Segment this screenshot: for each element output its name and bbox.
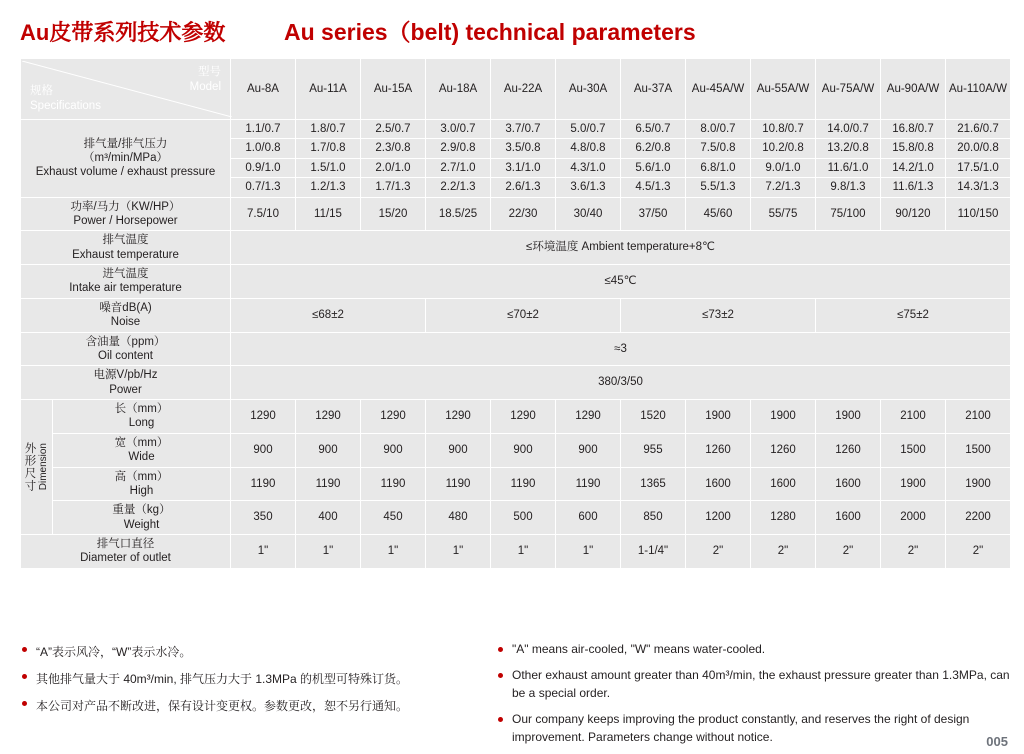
footnote-en-1: "A" means air-cooled, "W" means water-cooled.: [498, 640, 1010, 659]
cell-weight-9: 1600: [816, 501, 881, 535]
cell-wide-4: 900: [491, 433, 556, 467]
row-label-dimension-weight-en: Weight: [123, 518, 160, 531]
cell-long-11: 2100: [946, 400, 1011, 434]
corner-model-cn: 型号: [198, 66, 221, 78]
row-label-dimension-high: [53, 467, 231, 501]
row-label-noise-cn: 噪音dB(A): [99, 301, 152, 314]
cell-high-4: 1190: [491, 467, 556, 501]
corner-spec-en: Specifications: [30, 100, 101, 113]
cell-exhaust-1-9: 13.2/0.8: [816, 139, 881, 158]
cell-exhaust-3-11: 14.3/1.3: [946, 178, 1011, 197]
model-header-4: Au-22A: [491, 59, 556, 120]
model-header-5: Au-30A: [556, 59, 621, 120]
table-row-intake-temperature: [21, 265, 1011, 299]
model-header-11: Au-110A/W: [946, 59, 1011, 120]
cell-weight-6: 850: [621, 501, 686, 535]
table-row-dimension-high: [21, 467, 1011, 501]
cell-exhaust-1-6: 6.2/0.8: [621, 139, 686, 158]
row-label-power-horsepower-en: Power / Horsepower: [73, 214, 178, 227]
row-label-exhaust-en: Exhaust volume / exhaust pressure: [35, 166, 216, 179]
cell-exhaust-3-5: 3.6/1.3: [556, 178, 621, 197]
row-label-power-horsepower: [21, 197, 231, 231]
cell-weight-0: 350: [231, 501, 296, 535]
row-label-dimension-en: Dimension: [38, 443, 50, 491]
cell-intake-temperature-value: ≤45℃: [231, 265, 1011, 299]
cell-wide-11: 1500: [946, 433, 1011, 467]
cell-exhaust-2-1: 1.5/1.0: [296, 158, 361, 177]
row-label-power-horsepower-cn: 功率/马力（KW/HP）: [70, 200, 181, 213]
cell-power-10: 90/120: [881, 197, 946, 231]
cell-noise-3: ≤75±2: [816, 298, 1011, 332]
row-label-outlet-diameter-en: Diameter of outlet: [80, 552, 171, 565]
cell-outlet-10: 2": [881, 535, 946, 569]
cell-high-10: 1900: [881, 467, 946, 501]
row-label-power-supply: [21, 366, 231, 400]
cell-power-11: 110/150: [946, 197, 1011, 231]
cell-high-8: 1600: [751, 467, 816, 501]
footnote-en-3: Our company keeps improving the product constantly, and reserves the right of design improvement. Parameters change without notice.: [498, 710, 1010, 747]
cell-exhaust-1-0: 1.0/0.8: [231, 139, 296, 158]
cell-exhaust-2-2: 2.0/1.0: [361, 158, 426, 177]
cell-long-8: 1900: [751, 400, 816, 434]
cell-weight-10: 2000: [881, 501, 946, 535]
row-label-dimension-long: [53, 400, 231, 434]
cell-exhaust-0-9: 14.0/0.7: [816, 120, 881, 139]
cell-high-6: 1365: [621, 467, 686, 501]
page-title-cn: Au皮带系列技术参数: [20, 20, 226, 45]
footnote-cn-1: “A”表示风冷，“W”表示水冷。: [22, 640, 462, 665]
row-label-noise-en: Noise: [110, 316, 141, 329]
cell-exhaust-2-11: 17.5/1.0: [946, 158, 1011, 177]
cell-wide-6: 955: [621, 433, 686, 467]
cell-exhaust-0-11: 21.6/0.7: [946, 120, 1011, 139]
row-label-dimension-long-en: Long: [128, 417, 155, 430]
cell-exhaust-0-4: 3.7/0.7: [491, 120, 556, 139]
table-row-dimension-long: [21, 400, 1011, 434]
cell-outlet-3: 1": [426, 535, 491, 569]
cell-oil-content-value: ≈3: [231, 332, 1011, 366]
page-title-en: Au series（belt) technical parameters: [284, 19, 696, 45]
row-label-power-supply-cn: 电源V/pb/Hz: [93, 369, 158, 382]
cell-wide-7: 1260: [686, 433, 751, 467]
cell-power-2: 15/20: [361, 197, 426, 231]
model-header-2: Au-15A: [361, 59, 426, 120]
cell-exhaust-3-6: 4.5/1.3: [621, 178, 686, 197]
cell-exhaust-1-8: 10.2/0.8: [751, 139, 816, 158]
table-row-exhaust-1: [21, 120, 1011, 139]
row-label-exhaust-temperature-en: Exhaust temperature: [72, 248, 179, 261]
cell-long-6: 1520: [621, 400, 686, 434]
page-number: 005: [986, 734, 1008, 749]
cell-exhaust-3-10: 11.6/1.3: [881, 178, 946, 197]
cell-exhaust-0-6: 6.5/0.7: [621, 120, 686, 139]
footnotes-en: [498, 640, 1010, 754]
cell-exhaust-2-8: 9.0/1.0: [751, 158, 816, 177]
row-label-oil-content-cn: 含油量（ppm）: [85, 335, 166, 348]
cell-exhaust-0-7: 8.0/0.7: [686, 120, 751, 139]
cell-wide-0: 900: [231, 433, 296, 467]
cell-exhaust-1-4: 3.5/0.8: [491, 139, 556, 158]
cell-long-3: 1290: [426, 400, 491, 434]
row-label-dimension-wide-cn: 宽（mm）: [114, 436, 169, 449]
cell-exhaust-2-4: 3.1/1.0: [491, 158, 556, 177]
table-row-dimension-wide: [21, 433, 1011, 467]
cell-exhaust-2-9: 11.6/1.0: [816, 158, 881, 177]
cell-long-9: 1900: [816, 400, 881, 434]
cell-exhaust-0-10: 16.8/0.7: [881, 120, 946, 139]
cell-noise-2: ≤73±2: [621, 298, 816, 332]
row-label-oil-content: [21, 332, 231, 366]
cell-exhaust-2-0: 0.9/1.0: [231, 158, 296, 177]
cell-exhaust-0-2: 2.5/0.7: [361, 120, 426, 139]
row-label-exhaust-temperature-cn: 排气温度: [102, 234, 149, 247]
table-row-outlet-diameter: [21, 535, 1011, 569]
cell-outlet-9: 2": [816, 535, 881, 569]
cell-outlet-7: 2": [686, 535, 751, 569]
footnotes-cn: [22, 640, 462, 722]
row-label-dimension: [21, 400, 53, 535]
row-label-dimension-weight: [53, 501, 231, 535]
cell-weight-8: 1280: [751, 501, 816, 535]
cell-exhaust-3-9: 9.8/1.3: [816, 178, 881, 197]
cell-exhaust-2-7: 6.8/1.0: [686, 158, 751, 177]
cell-outlet-5: 1": [556, 535, 621, 569]
cell-high-2: 1190: [361, 467, 426, 501]
row-label-outlet-diameter: [21, 535, 231, 569]
cell-exhaust-1-1: 1.7/0.8: [296, 139, 361, 158]
table-header-row: [21, 59, 1011, 120]
cell-weight-5: 600: [556, 501, 621, 535]
cell-high-7: 1600: [686, 467, 751, 501]
footnote-en-2: Other exhaust amount greater than 40m³/min, the exhaust pressure greater than 1.3MPa, can be a special order.: [498, 666, 1010, 703]
cell-exhaust-0-1: 1.8/0.7: [296, 120, 361, 139]
cell-exhaust-1-11: 20.0/0.8: [946, 139, 1011, 158]
model-header-6: Au-37A: [621, 59, 686, 120]
cell-exhaust-0-0: 1.1/0.7: [231, 120, 296, 139]
cell-long-0: 1290: [231, 400, 296, 434]
cell-exhaust-3-8: 7.2/1.3: [751, 178, 816, 197]
cell-wide-9: 1260: [816, 433, 881, 467]
footnote-cn-2: 其他排气量大于 40m³/min, 排气压力大于 1.3MPa 的机型可特殊订货。: [22, 667, 462, 692]
row-label-dimension-wide: [53, 433, 231, 467]
cell-wide-10: 1500: [881, 433, 946, 467]
row-label-dimension-high-en: High: [129, 484, 154, 497]
cell-outlet-2: 1": [361, 535, 426, 569]
row-label-exhaust-unit: （m³/min/MPa）: [83, 152, 168, 165]
model-header-0: Au-8A: [231, 59, 296, 120]
row-label-dimension-weight-cn: 重量（kg）: [112, 504, 171, 517]
cell-exhaust-1-5: 4.8/0.8: [556, 139, 621, 158]
cell-long-5: 1290: [556, 400, 621, 434]
model-header-1: Au-11A: [296, 59, 361, 120]
row-label-exhaust: [21, 120, 231, 198]
table-row-noise: [21, 298, 1011, 332]
cell-high-3: 1190: [426, 467, 491, 501]
cell-exhaust-temperature-value: ≤环境温度 Ambient temperature+8℃: [231, 231, 1011, 265]
cell-weight-4: 500: [491, 501, 556, 535]
row-label-intake-temperature-cn: 进气温度: [102, 268, 149, 280]
cell-high-11: 1900: [946, 467, 1011, 501]
cell-high-0: 1190: [231, 467, 296, 501]
row-label-intake-temperature-en: Intake air temperature: [69, 282, 182, 295]
row-label-dimension-cn: 外形尺寸: [23, 442, 36, 492]
cell-exhaust-3-1: 1.2/1.3: [296, 178, 361, 197]
cell-exhaust-3-4: 2.6/1.3: [491, 178, 556, 197]
cell-high-1: 1190: [296, 467, 361, 501]
cell-exhaust-1-3: 2.9/0.8: [426, 139, 491, 158]
cell-wide-5: 900: [556, 433, 621, 467]
cell-long-4: 1290: [491, 400, 556, 434]
cell-power-0: 7.5/10: [231, 197, 296, 231]
page-title-bar: [0, 6, 1024, 50]
cell-exhaust-3-7: 5.5/1.3: [686, 178, 751, 197]
cell-high-9: 1600: [816, 467, 881, 501]
table-row-power-supply: [21, 366, 1011, 400]
cell-weight-11: 2200: [946, 501, 1011, 535]
cell-power-4: 22/30: [491, 197, 556, 231]
table-row-exhaust-temperature: [21, 231, 1011, 265]
cell-outlet-11: 2": [946, 535, 1011, 569]
cell-exhaust-2-5: 4.3/1.0: [556, 158, 621, 177]
cell-long-2: 1290: [361, 400, 426, 434]
cell-exhaust-0-8: 10.8/0.7: [751, 120, 816, 139]
row-label-dimension-wide-en: Wide: [128, 451, 155, 464]
cell-long-1: 1290: [296, 400, 361, 434]
cell-exhaust-2-3: 2.7/1.0: [426, 158, 491, 177]
cell-wide-8: 1260: [751, 433, 816, 467]
corner-model-en: Model: [189, 80, 221, 93]
cell-wide-3: 900: [426, 433, 491, 467]
row-label-dimension-high-cn: 高（mm）: [114, 470, 169, 483]
cell-power-6: 37/50: [621, 197, 686, 231]
cell-power-1: 11/15: [296, 197, 361, 231]
cell-long-10: 2100: [881, 400, 946, 434]
cell-wide-2: 900: [361, 433, 426, 467]
row-label-outlet-diameter-cn: 排气口直径: [96, 538, 155, 550]
cell-exhaust-2-6: 5.6/1.0: [621, 158, 686, 177]
row-label-dimension-long-cn: 长（mm）: [114, 403, 169, 415]
table-row-dimension-weight: [21, 501, 1011, 535]
row-label-power-supply-en: Power: [109, 383, 142, 396]
corner-spec-cn: 规格: [30, 85, 53, 98]
model-header-9: Au-75A/W: [816, 59, 881, 120]
table-row-power-horsepower: [21, 197, 1011, 231]
model-header-8: Au-55A/W: [751, 59, 816, 120]
row-label-exhaust-cn: 排气量/排气压力: [83, 137, 168, 150]
cell-power-supply-value: 380/3/50: [231, 366, 1011, 400]
cell-noise-0: ≤68±2: [231, 298, 426, 332]
cell-weight-7: 1200: [686, 501, 751, 535]
cell-weight-2: 450: [361, 501, 426, 535]
cell-exhaust-1-2: 2.3/0.8: [361, 139, 426, 158]
footnote-cn-3: 本公司对产品不断改进，保有设计变更权。参数更改，恕不另行通知。: [22, 694, 462, 719]
cell-wide-1: 900: [296, 433, 361, 467]
cell-power-3: 18.5/25: [426, 197, 491, 231]
row-label-noise: [21, 298, 231, 332]
cell-noise-1: ≤70±2: [426, 298, 621, 332]
cell-exhaust-3-0: 0.7/1.3: [231, 178, 296, 197]
cell-exhaust-3-3: 2.2/1.3: [426, 178, 491, 197]
row-label-intake-temperature: [21, 265, 231, 299]
cell-exhaust-1-10: 15.8/0.8: [881, 139, 946, 158]
cell-exhaust-2-10: 14.2/1.0: [881, 158, 946, 177]
cell-weight-1: 400: [296, 501, 361, 535]
cell-power-7: 45/60: [686, 197, 751, 231]
cell-exhaust-0-3: 3.0/0.7: [426, 120, 491, 139]
table-row-oil-content: [21, 332, 1011, 366]
specifications-table: [20, 58, 1011, 569]
cell-high-5: 1190: [556, 467, 621, 501]
row-label-exhaust-temperature: [21, 231, 231, 265]
cell-exhaust-0-5: 5.0/0.7: [556, 120, 621, 139]
cell-exhaust-1-7: 7.5/0.8: [686, 139, 751, 158]
cell-power-5: 30/40: [556, 197, 621, 231]
cell-outlet-1: 1": [296, 535, 361, 569]
cell-weight-3: 480: [426, 501, 491, 535]
cell-outlet-0: 1": [231, 535, 296, 569]
model-header-7: Au-45A/W: [686, 59, 751, 120]
row-label-oil-content-en: Oil content: [98, 349, 153, 362]
cell-outlet-4: 1": [491, 535, 556, 569]
cell-exhaust-3-2: 1.7/1.3: [361, 178, 426, 197]
model-header-3: Au-18A: [426, 59, 491, 120]
cell-outlet-8: 2": [751, 535, 816, 569]
cell-long-7: 1900: [686, 400, 751, 434]
cell-power-8: 55/75: [751, 197, 816, 231]
table-corner-header: [21, 59, 231, 120]
cell-power-9: 75/100: [816, 197, 881, 231]
cell-outlet-6: 1-1/4": [621, 535, 686, 569]
model-header-10: Au-90A/W: [881, 59, 946, 120]
